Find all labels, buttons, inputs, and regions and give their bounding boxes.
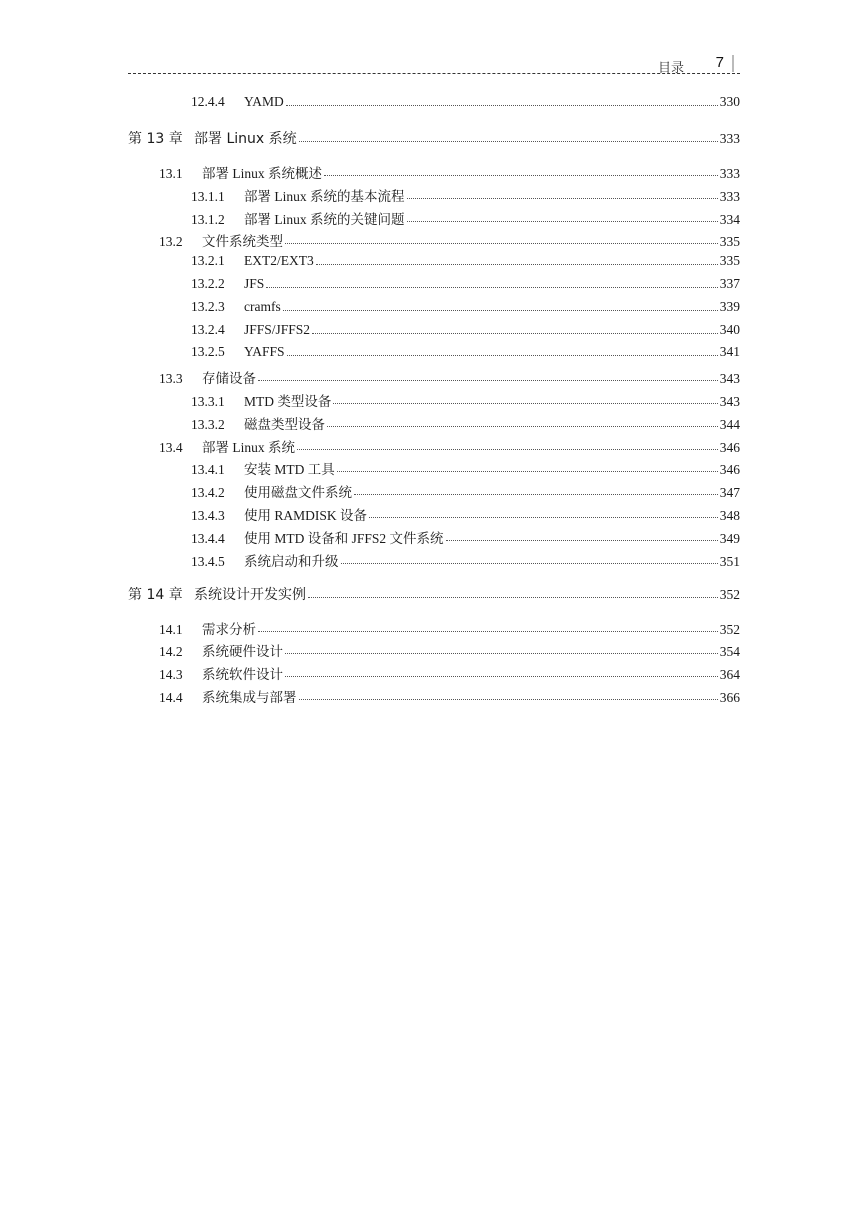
toc-entry-title: JFS — [244, 276, 265, 291]
header-title: 目录 — [657, 61, 684, 76]
toc-leader-dots — [333, 402, 717, 404]
toc-entry-page: 341 — [719, 344, 740, 360]
toc-entry-title: 部署 Linux 系统 — [202, 439, 295, 455]
toc-entry-title: 系统设计开发实例 — [194, 586, 306, 603]
toc-entry[interactable] — [191, 253, 740, 269]
toc-entry-title: EXT2/EXT3 — [244, 253, 314, 269]
toc-entry-title: 使用 MTD 设备和 JFFS2 文件系统 — [244, 530, 444, 546]
toc-leader-dots — [299, 140, 718, 142]
toc-entry-number: 14.1 — [159, 621, 183, 637]
toc-entry[interactable] — [191, 208, 740, 228]
toc-entry-number: 13.4.5 — [191, 553, 225, 569]
toc-entry-title: YAMD — [244, 94, 284, 109]
toc-entry-title: 使用磁盘文件系统 — [244, 485, 352, 501]
toc-entry[interactable] — [159, 640, 740, 660]
toc-leader-dots — [285, 242, 718, 244]
toc-entry[interactable] — [191, 527, 740, 547]
toc-entry-title: 系统集成与部署 — [202, 690, 297, 705]
toc-entry[interactable] — [128, 128, 740, 148]
toc-entry[interactable] — [159, 367, 740, 387]
toc-leader-dots — [354, 493, 718, 495]
toc-entry[interactable] — [159, 230, 740, 250]
toc-entry[interactable] — [159, 618, 740, 638]
toc-entry[interactable] — [159, 663, 740, 683]
toc-leader-dots — [324, 174, 718, 176]
toc-entry-page: 333 — [719, 188, 740, 204]
toc-entry-number: 14.4 — [159, 690, 183, 705]
toc-entry-title: 系统软件设计 — [202, 667, 283, 683]
toc-entry-number: 13.2.1 — [191, 253, 225, 269]
toc-entry-title: MTD 类型设备 — [244, 394, 332, 409]
toc-entry-page: 351 — [719, 553, 740, 569]
toc-entry-title: YAFFS — [244, 344, 285, 360]
toc-leader-dots — [446, 539, 718, 541]
toc-entry-title: 需求分析 — [202, 621, 256, 637]
toc-leader-dots — [308, 596, 718, 598]
toc-entry-page: 333 — [719, 131, 740, 146]
toc-entry[interactable] — [159, 436, 740, 456]
toc-entry-page: 339 — [719, 298, 740, 314]
toc-leader-dots — [285, 675, 718, 677]
toc-entry-page: 335 — [719, 234, 740, 250]
header-edge-bar — [732, 55, 734, 72]
toc-entry-number: 14.3 — [159, 667, 183, 683]
toc-entry[interactable] — [191, 344, 740, 360]
toc-leader-dots — [407, 197, 718, 199]
toc-entry-number: 13.1.2 — [191, 211, 225, 227]
toc-entry[interactable] — [191, 299, 740, 315]
toc-leader-dots — [283, 309, 718, 311]
toc-entry-page: 348 — [719, 508, 740, 523]
toc-entry-number: 13.4.1 — [191, 462, 225, 478]
toc-entry[interactable] — [191, 322, 740, 338]
toc-entry-number: 13.1 — [159, 166, 183, 181]
toc-entry-page: 340 — [719, 321, 740, 337]
toc-entry-page: 344 — [719, 416, 740, 432]
toc-leader-dots — [337, 470, 718, 472]
toc-entry-number: 第 14 章 — [128, 586, 183, 603]
toc-entry-page: 349 — [719, 530, 740, 546]
toc-entry-number: 13.4.2 — [191, 485, 225, 501]
page-header — [128, 54, 740, 76]
toc-entry-page: 346 — [719, 439, 740, 455]
toc-entry-number: 13.4.3 — [191, 508, 225, 523]
toc-leader-dots — [407, 220, 718, 222]
toc-entry-number: 14.2 — [159, 644, 183, 660]
toc-entry-title: 存储设备 — [202, 371, 256, 387]
toc-entry-title: cramfs — [244, 298, 281, 314]
toc-entry-page: 337 — [719, 276, 740, 291]
toc-leader-dots — [287, 354, 718, 356]
toc-entry-number: 13.2 — [159, 234, 183, 250]
toc-entry-number: 13.3 — [159, 371, 183, 387]
toc-entry-page: 364 — [719, 667, 740, 683]
toc-entry-number: 13.3.2 — [191, 416, 225, 432]
toc-entry-page: 334 — [719, 211, 740, 227]
toc-entry-title: 磁盘类型设备 — [244, 416, 325, 432]
toc-entry-number: 13.4.4 — [191, 530, 225, 546]
toc-entry-title: 部署 Linux 系统 — [194, 131, 297, 147]
toc-leader-dots — [258, 630, 718, 632]
toc-entry-title: 系统启动和升级 — [244, 553, 339, 569]
toc-leader-dots — [297, 448, 718, 450]
toc-entry-number: 13.2.2 — [191, 276, 225, 291]
toc-entry[interactable] — [128, 584, 740, 604]
toc-entry-number: 第 13 章 — [128, 131, 183, 147]
toc-entry-page: 335 — [719, 253, 740, 269]
toc-entry-number: 13.2.3 — [191, 298, 225, 314]
toc-entry-page: 343 — [719, 394, 740, 409]
toc-leader-dots — [285, 652, 718, 654]
toc-entry-title: 使用 RAMDISK 设备 — [244, 508, 368, 523]
toc-leader-dots — [341, 562, 718, 564]
toc-entry-title: 安装 MTD 工具 — [244, 462, 335, 478]
toc-entry-number: 13.4 — [159, 439, 183, 455]
toc-leader-dots — [316, 263, 718, 265]
toc-entry-title: 部署 Linux 系统的关键问题 — [244, 211, 405, 227]
toc-entry[interactable] — [191, 458, 740, 478]
toc-entry-number: 13.2.4 — [191, 321, 225, 337]
page-number: 7 — [715, 54, 724, 71]
toc-entry[interactable] — [191, 276, 740, 292]
toc-entry[interactable] — [159, 162, 740, 182]
toc-entry-page: 352 — [719, 586, 740, 602]
toc-entry-title: 部署 Linux 系统的基本流程 — [244, 188, 405, 204]
toc-entry-page: 352 — [719, 621, 740, 637]
toc-leader-dots — [327, 425, 718, 427]
toc-entry[interactable] — [191, 413, 740, 433]
toc-leader-dots — [369, 516, 718, 518]
toc-entry-page: 343 — [719, 371, 740, 387]
toc-entry-title: 系统硬件设计 — [202, 644, 283, 660]
toc-leader-dots — [299, 698, 718, 700]
toc-entry[interactable] — [191, 550, 740, 570]
toc-entry[interactable] — [191, 481, 740, 501]
toc-leader-dots — [286, 104, 718, 106]
toc-entry-title: JFFS/JFFS2 — [244, 321, 311, 337]
toc-entry-page: 346 — [719, 462, 740, 478]
toc-leader-dots — [258, 379, 718, 381]
toc-entry-number: 13.2.5 — [191, 344, 225, 360]
toc-entry-page: 330 — [719, 94, 740, 109]
toc-entry-page: 366 — [719, 690, 740, 705]
toc-entry-page: 354 — [719, 644, 740, 660]
toc-entry-page: 347 — [719, 485, 740, 501]
toc-entry[interactable] — [191, 94, 740, 110]
toc-entry-title: 文件系统类型 — [202, 234, 283, 250]
header-divider — [128, 73, 740, 74]
toc-entry[interactable] — [191, 185, 740, 205]
toc-entry[interactable] — [191, 390, 740, 410]
toc-entry-number: 13.1.1 — [191, 188, 225, 204]
toc-entry-number: 13.3.1 — [191, 394, 225, 409]
toc-entry-title: 部署 Linux 系统概述 — [202, 166, 322, 181]
toc-entry-page: 333 — [719, 166, 740, 181]
toc-entry[interactable] — [159, 686, 740, 706]
toc-entry-number: 12.4.4 — [191, 94, 225, 109]
toc-entry[interactable] — [191, 504, 740, 524]
toc-leader-dots — [266, 286, 717, 288]
toc-leader-dots — [312, 332, 718, 334]
